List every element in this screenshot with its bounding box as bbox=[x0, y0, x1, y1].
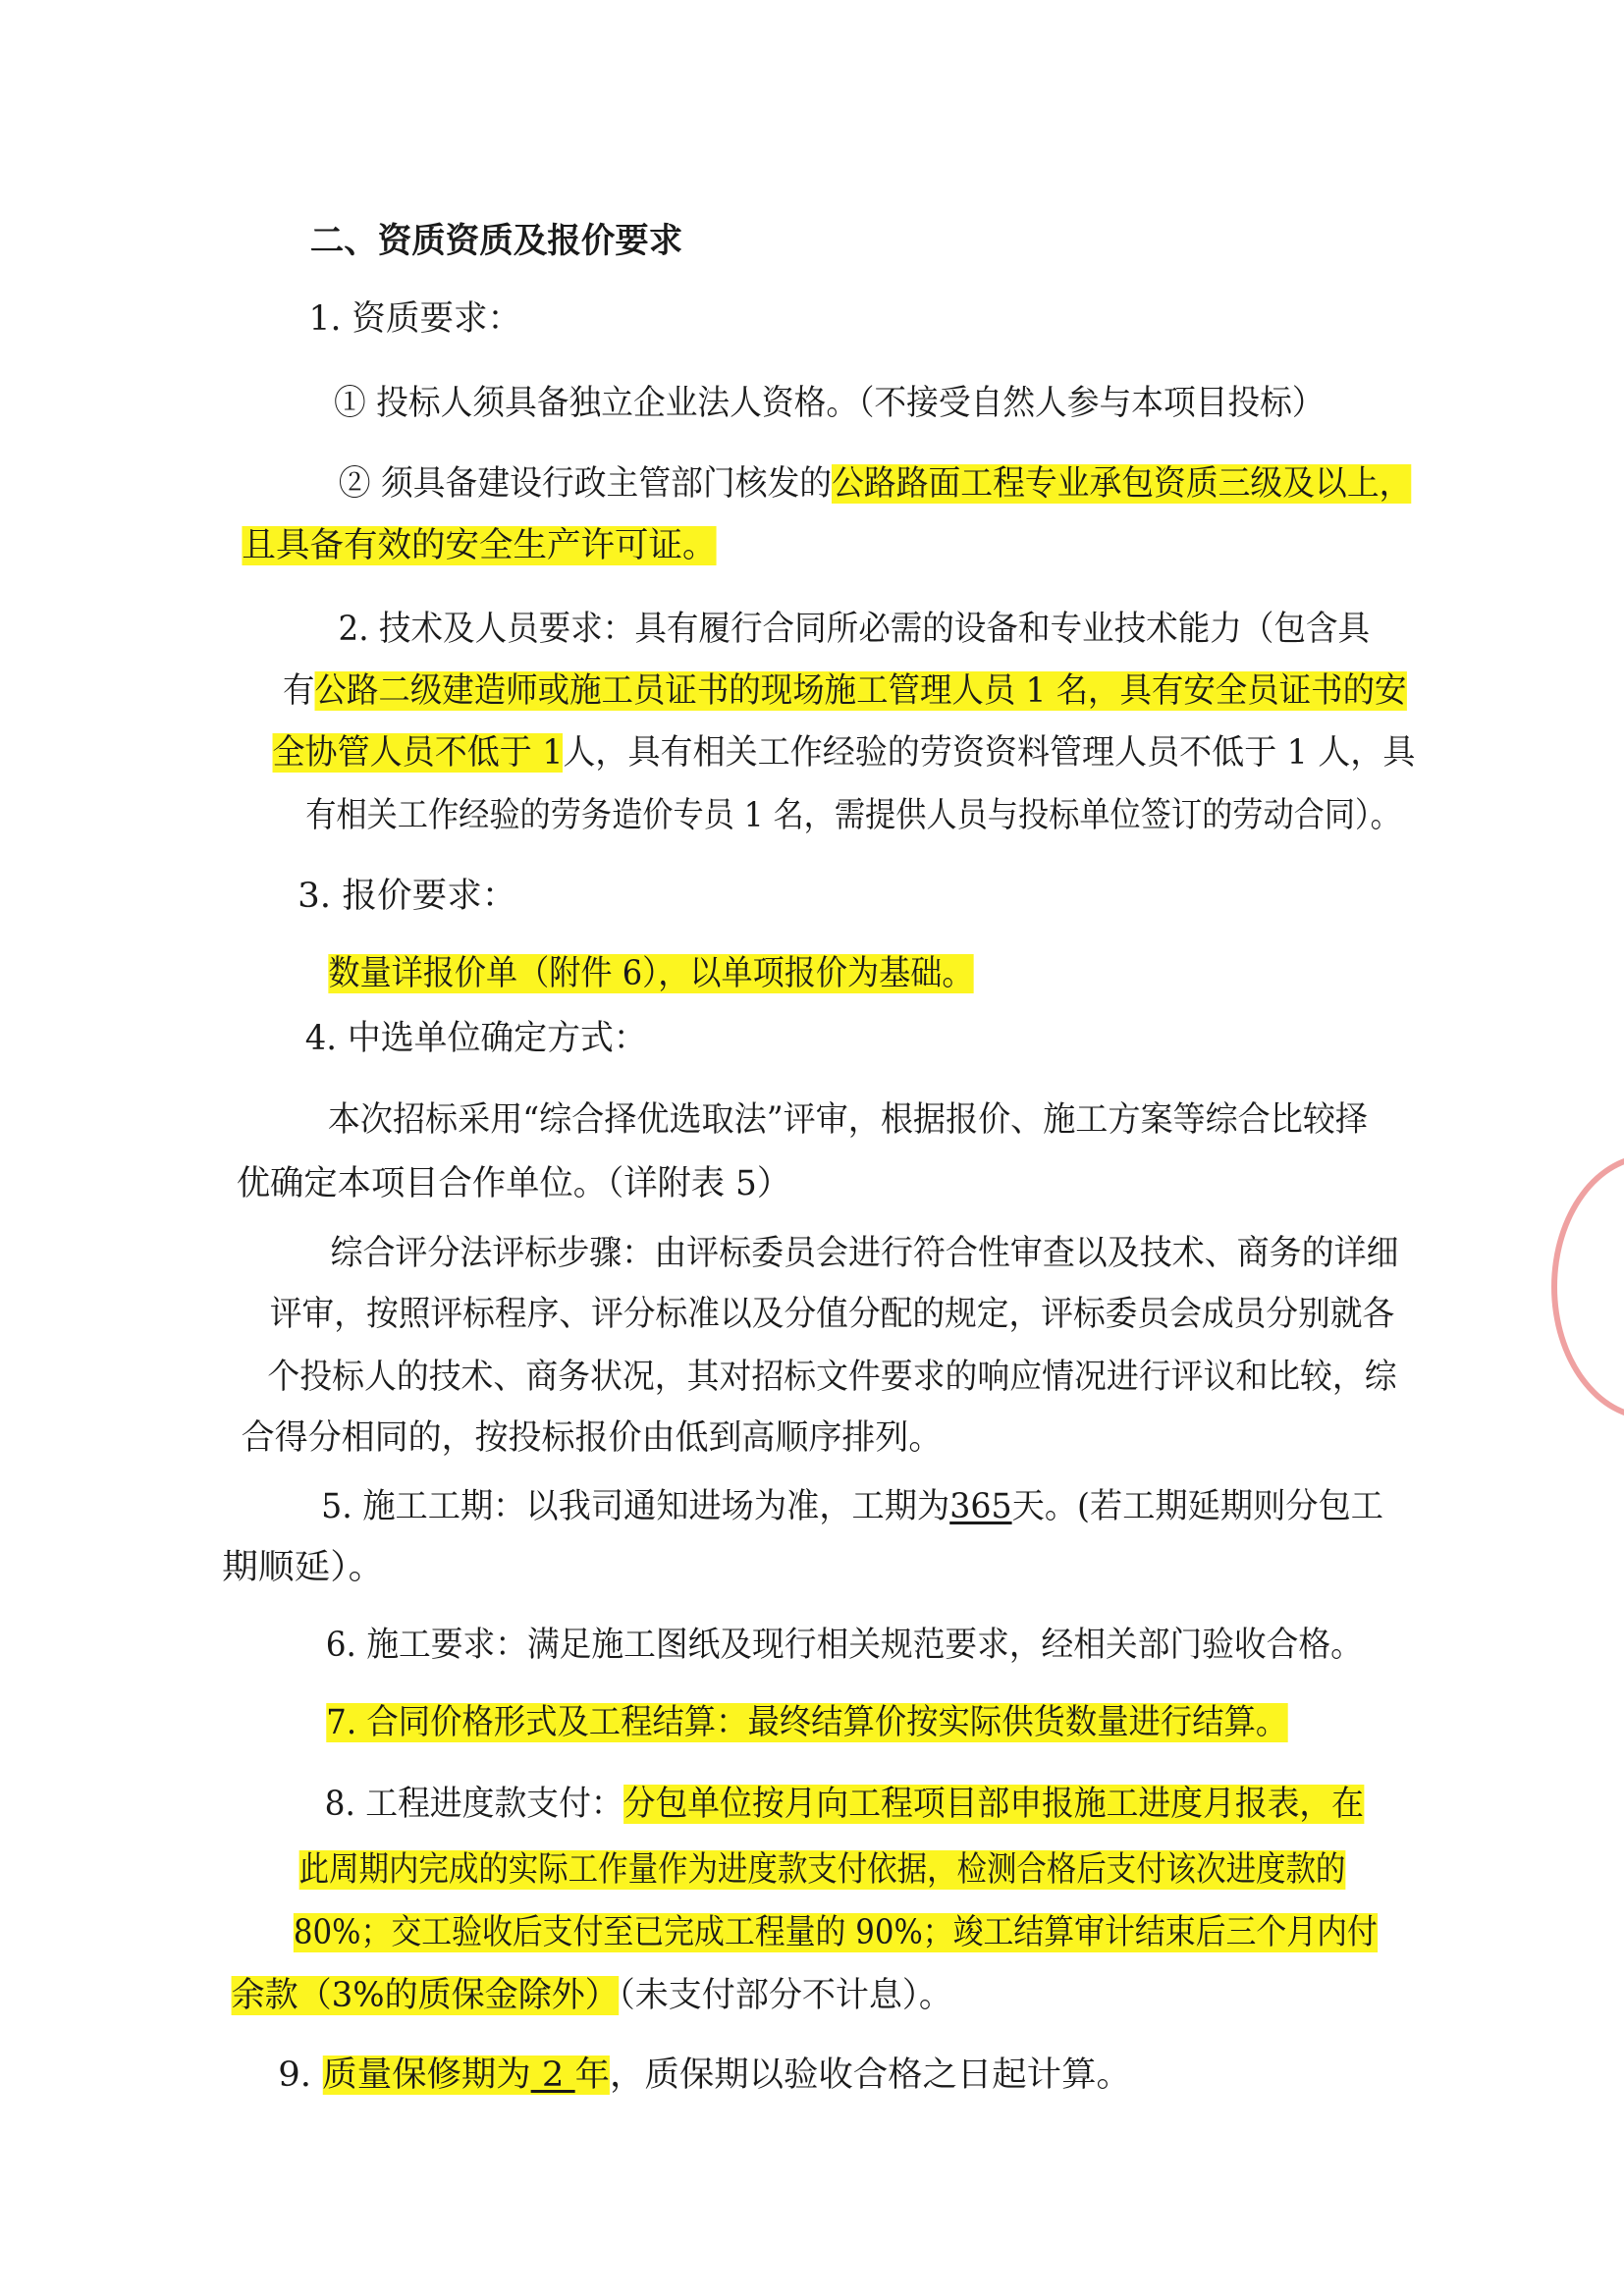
warranty-years: 2 bbox=[530, 2056, 575, 2095]
spacer bbox=[311, 2056, 322, 2095]
duration-line-1 bbox=[321, 1484, 1383, 1529]
highlighted-text: 余款（3%的质保金除外） bbox=[231, 1976, 619, 2015]
technical-line-1: 2. 技术及人员要求：具有履行合同所必需的设备和专业技术能力（包含具 bbox=[338, 610, 1370, 649]
text-run: 天。(若工期延期则分包工 bbox=[1011, 1487, 1383, 1526]
highlighted-text: 全协管人员不低于 1 bbox=[272, 733, 564, 773]
highlighted-text: 数量详报价单（附件 6），以单项报价为基础。 bbox=[328, 954, 974, 993]
contract-settlement bbox=[326, 1700, 1287, 1745]
selection-line-1: 本次招标采用“综合择优选取法”评审，根据报价、施工方案等综合比较择 bbox=[327, 1100, 1368, 1140]
price-title: 3. 报价要求： bbox=[298, 877, 517, 916]
highlighted-text: 公路二级建造师或施工员证书的现场施工管理人员 1 名，具有安全员证书的安 bbox=[314, 671, 1407, 711]
text-run: 质量保修期为 bbox=[322, 2056, 531, 2095]
highlighted-text: 公路路面工程专业承包资质三级及以上， bbox=[832, 464, 1412, 504]
payment-line-4 bbox=[232, 1973, 952, 2018]
text-run: 5. 施工工期：以我司通知进场为准，工期为 bbox=[321, 1487, 950, 1526]
highlighted-text bbox=[322, 2056, 610, 2095]
highlighted-text: 分包单位按月向工程项目部申报施工进度月报表，在 bbox=[623, 1785, 1364, 1824]
highlighted-text: 此周期内完成的实际工作量作为进度款支付依据，检测合格后支付该次进度款的 bbox=[298, 1850, 1346, 1890]
highlighted-text: 且具备有效的安全生产许可证。 bbox=[242, 526, 717, 565]
text-run: ，质保期以验收合格之日起计算。 bbox=[610, 2056, 1131, 2095]
construction-requirement: 6. 施工要求：满足施工图纸及现行相关规范要求，经相关部门验收合格。 bbox=[325, 1626, 1363, 1665]
evaluation-line-3: 个投标人的技术、商务状况，其对招标文件要求的响应情况进行评议和比较，综 bbox=[267, 1358, 1397, 1397]
price-line bbox=[328, 951, 973, 996]
payment-line-1 bbox=[325, 1782, 1364, 1827]
evaluation-line-1: 综合评分法评标步骤：由评标委员会进行符合性审查以及技术、商务的详细 bbox=[330, 1234, 1399, 1273]
text-run: 8. 工程进度款支付： bbox=[324, 1785, 623, 1824]
duration-days: 365 bbox=[949, 1487, 1012, 1526]
text-run: 年 bbox=[574, 2056, 611, 2095]
text-run: 人，具有相关工作经验的劳资资料管理人员不低于 1 人，具 bbox=[563, 733, 1416, 773]
text-run: （未支付部分不计息）。 bbox=[618, 1976, 952, 2015]
technical-line-3 bbox=[273, 730, 1416, 775]
payment-line-3 bbox=[294, 1910, 1378, 1955]
selection-title: 4. 中选单位确定方式： bbox=[304, 1019, 647, 1058]
technical-line-2 bbox=[283, 668, 1406, 714]
evaluation-line-4: 合得分相同的，按投标报价由低到高顺序排列。 bbox=[241, 1418, 943, 1458]
warranty-line bbox=[278, 2053, 1131, 2098]
text-run: 有 bbox=[283, 671, 315, 711]
payment-line-2 bbox=[299, 1847, 1346, 1893]
qualification-title: 1. 资质要求： bbox=[308, 299, 521, 339]
evaluation-line-2: 评审，按照评标程序、评分标准以及分值分配的规定，评标委员会成员分别就各 bbox=[269, 1295, 1395, 1334]
highlighted-text: 80%；交工验收后支付至已完成工程量的 90%；竣工结算审计结束后三个月内付 bbox=[293, 1913, 1378, 1952]
duration-line-2: 期顺延）。 bbox=[222, 1548, 385, 1587]
highlighted-text: 7. 合同价格形式及工程结算：最终结算价按实际供货数量进行结算。 bbox=[326, 1703, 1288, 1742]
section-heading: 二、资质资质及报价要求 bbox=[309, 221, 683, 261]
qualification-item-2-line-1 bbox=[339, 461, 1412, 507]
qualification-item-1: ① 投标人须具备独立企业法人资格。（不接受自然人参与本项目投标） bbox=[334, 384, 1325, 423]
text-run: 9. bbox=[278, 2056, 312, 2095]
technical-line-4: 有相关工作经验的劳务造价专员 1 名，需提供人员与投标单位签订的劳动合同）。 bbox=[305, 796, 1401, 835]
red-seal-stamp bbox=[1551, 1153, 1624, 1420]
qualification-item-2-line-2 bbox=[242, 523, 716, 568]
text-run: ② 须具备建设行政主管部门核发的 bbox=[338, 464, 833, 504]
selection-line-2: 优确定本项目合作单位。（详附表 5） bbox=[236, 1164, 791, 1203]
